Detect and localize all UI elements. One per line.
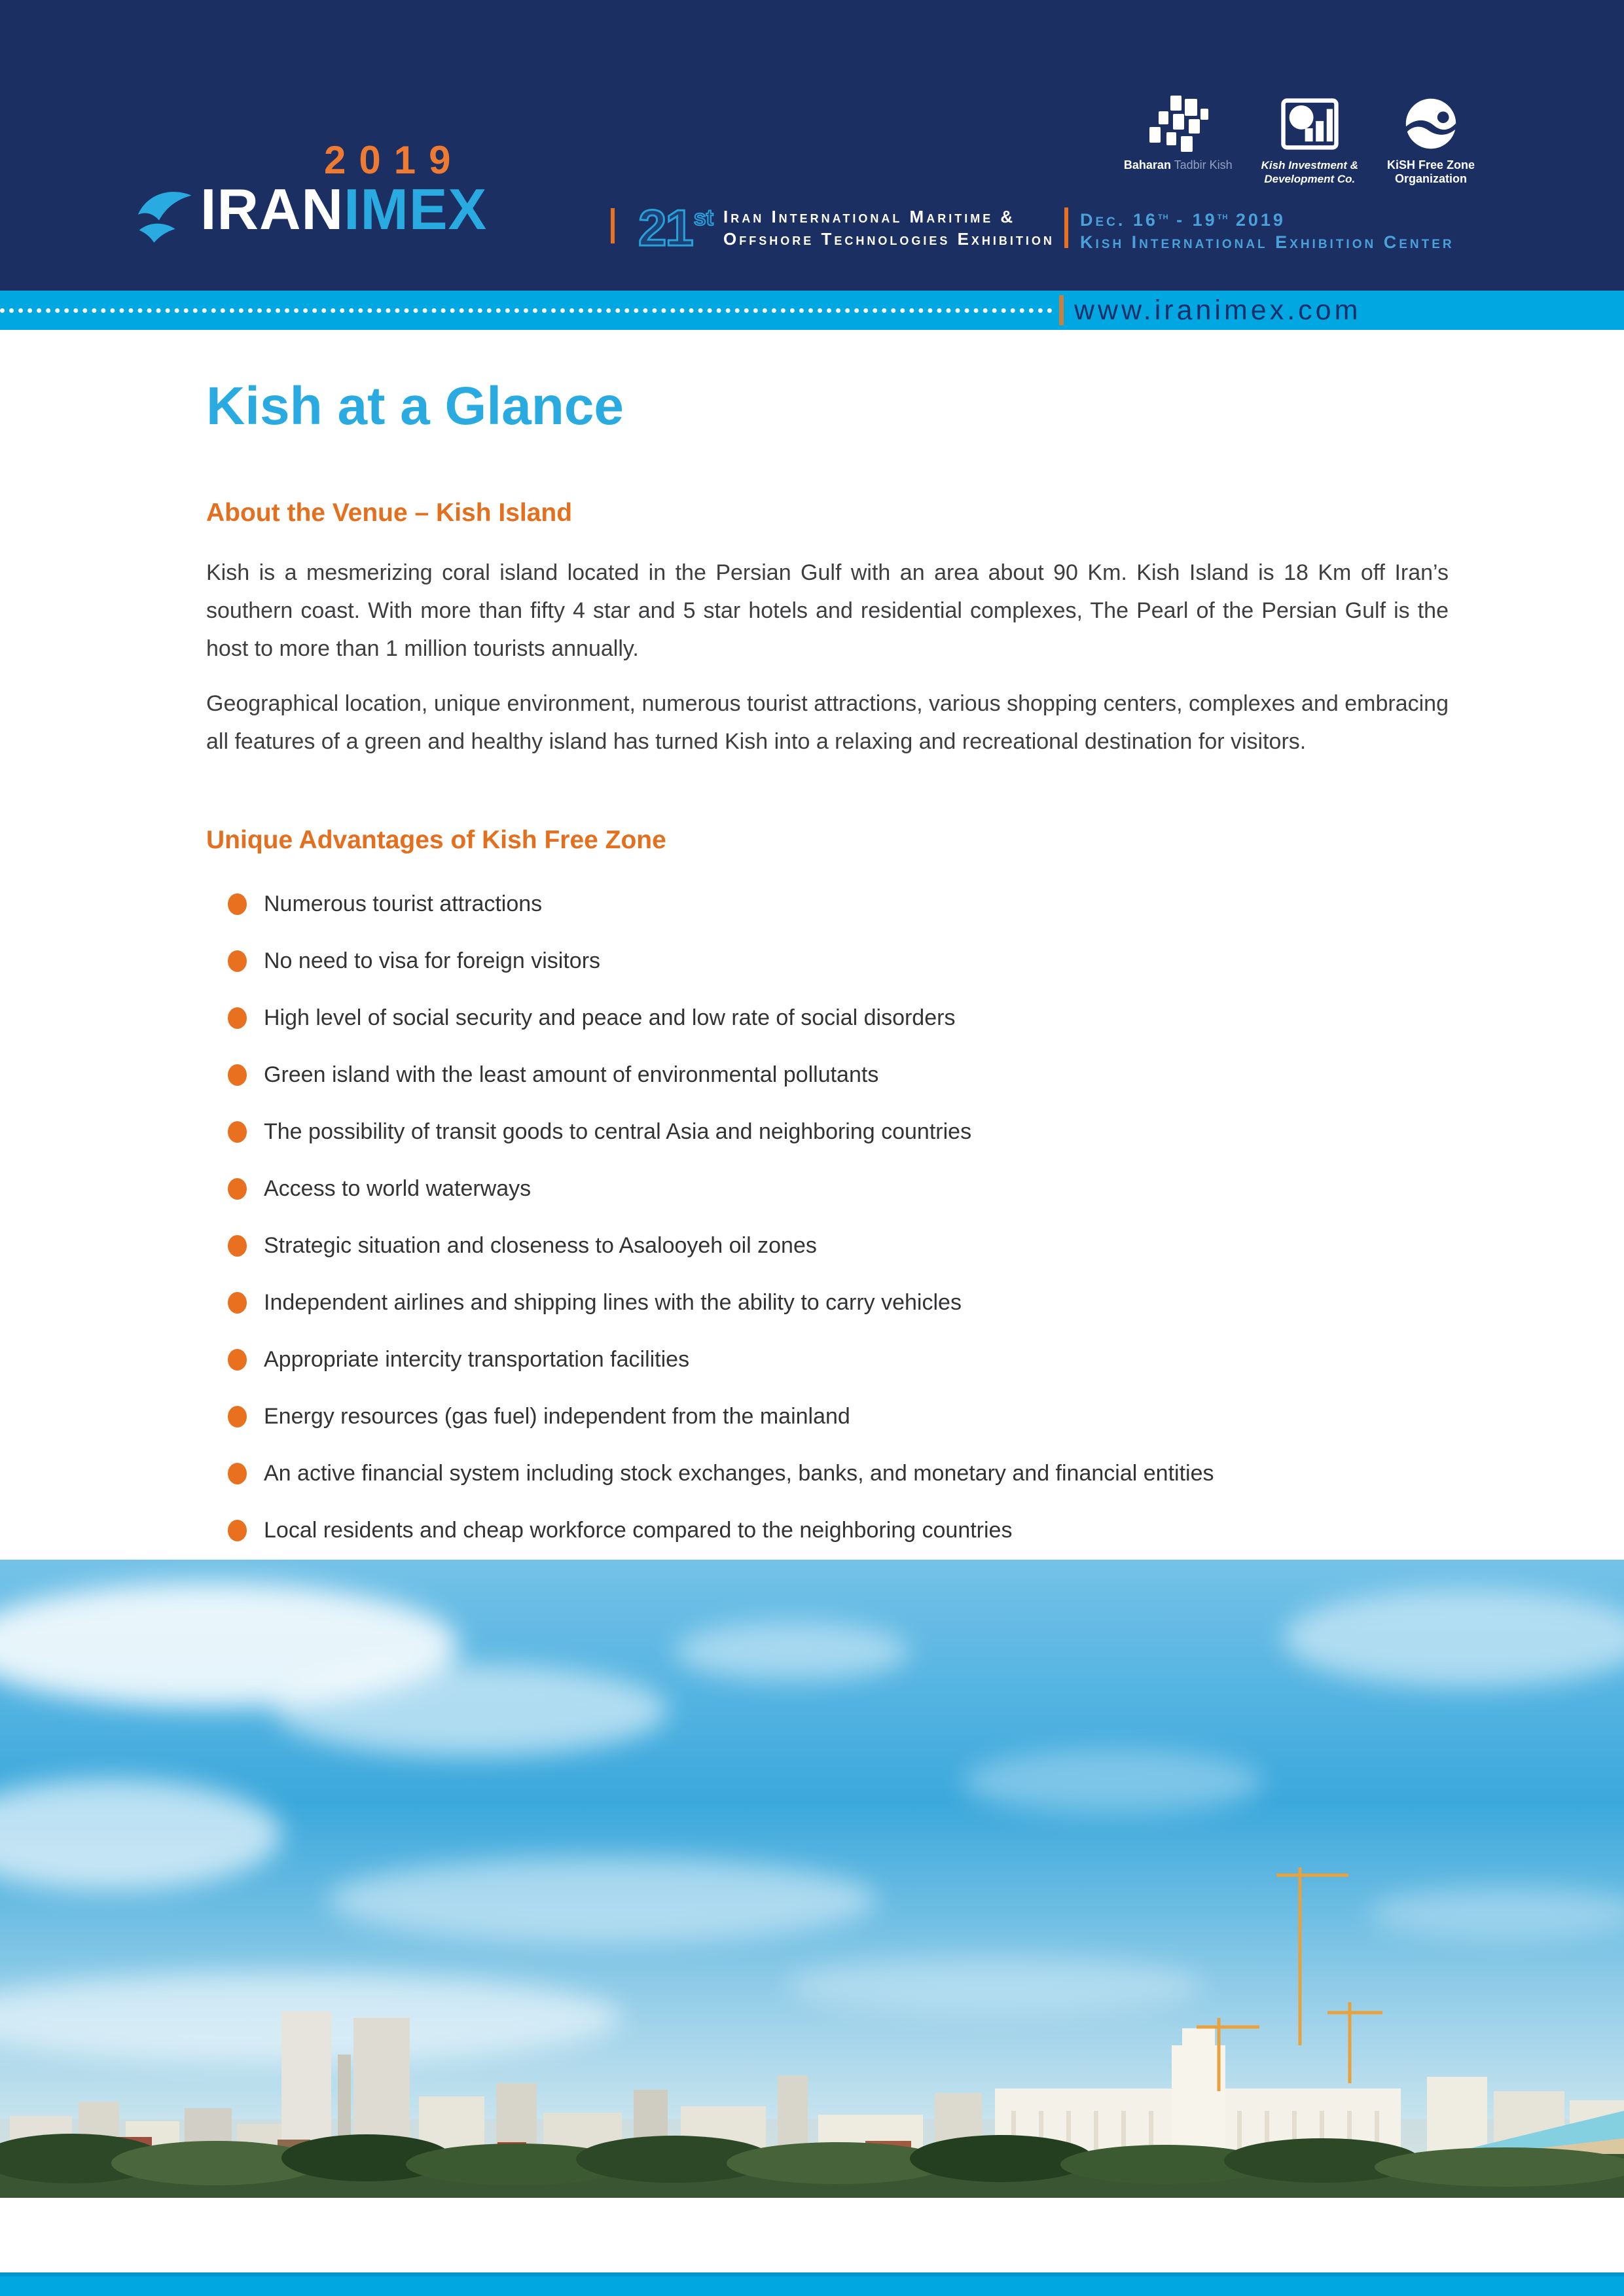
edition-suffix: st [693,206,713,230]
bullet-icon [228,1178,247,1200]
edition-block [611,199,713,257]
exhibition-title-line1: Iran International Maritime & [723,207,1016,226]
bullet-icon [228,893,247,915]
logo-wordmark [200,177,488,242]
advantage-item: No need to visa for foreign visitors [206,948,1449,974]
advantage-item: Green island with the least amount of environmental pollutants [206,1062,1449,1088]
iranimex-logo [134,138,488,245]
advantage-item: Numerous tourist attractions [206,891,1449,917]
sponsor-kish-free-zone [1387,96,1475,186]
exhibition-venue: Kish International Exhibition Center [1080,232,1454,252]
logo-text-iran: IRAN [200,177,344,242]
exhibition-dates: Dec. 16th - 19th 2019 [1080,210,1286,230]
sponsor-logos [1124,96,1475,186]
advantage-item: High level of social security and peace and low rate of social disorders [206,1005,1449,1031]
advantage-item: Access to world waterways [206,1176,1449,1202]
section-heading-advantages: Unique Advantages of Kish Free Zone [206,826,666,854]
advantage-item: Appropriate intercity transportation facilities [206,1347,1449,1372]
baharan-caption: Baharan Tadbir Kish [1123,158,1233,171]
advantages-list [206,891,1449,1543]
advantage-item: Local residents and cheap workforce compared to the neighboring countries [206,1518,1449,1543]
kish-free-zone-globe-icon [1405,96,1457,152]
bullet-icon [228,1406,247,1427]
separator-bar-icon [611,208,615,243]
advantage-item: Independent airlines and shipping lines with the ability to carry vehicles [206,1290,1449,1316]
kish-investment-chart-icon [1280,96,1340,152]
advantage-item: Strategic situation and closeness to Asalooyeh oil zones [206,1233,1449,1259]
logo-year: 2019 [324,138,464,182]
website-link[interactable]: www.iranimex.com [1074,294,1362,326]
bullet-icon [228,1064,247,1086]
sponsor-baharan [1124,96,1233,172]
bullet-icon [228,1007,247,1029]
separator-bar-icon [1059,295,1064,325]
logo-text-imex: IMEX [344,177,488,242]
website-bar [0,291,1624,330]
date-venue-block [1064,206,1454,253]
paragraph-venue-2: Geographical location, unique environment, numerous tourist attractions, various shopping centers, complexes and embracing all features of a green and healthy island has turned Kish into a relaxing and recreational destination for visitors. [206,691,1449,754]
baharan-mosaic-icon [1146,96,1211,152]
bullet-icon [228,950,247,972]
wave-icon [134,185,196,245]
main-content [0,330,1624,1560]
exhibition-title [723,206,1055,249]
kish-free-zone-caption: KiSH Free Zone Organization [1386,158,1475,185]
bullet-icon [228,1349,247,1371]
advantage-item: The possibility of transit goods to central Asia and neighboring countries [206,1119,1449,1145]
dotted-line-icon [0,308,1053,313]
separator-bar-icon [1064,207,1068,248]
bullet-icon [228,1121,247,1143]
exhibition-title-line2: Offshore Technologies Exhibition [723,229,1055,249]
bullet-icon [228,1520,247,1541]
kish-island-photo [0,1560,1624,2198]
advantage-item: An active financial system including stock exchanges, banks, and monetary and financial entities [206,1461,1449,1486]
footer-bar [0,2272,1624,2296]
section-heading-about-venue: About the Venue – Kish Island [206,499,573,527]
bullet-icon [228,1463,247,1484]
advantage-item: Energy resources (gas fuel) independent from the mainland [206,1404,1449,1429]
page-header [0,0,1624,291]
paragraph-venue-1: Kish is a mesmerizing coral island located in the Persian Gulf with an area about 90 Km. Kish Island is 18 Km off Iran’s southern coast. With more than fifty 4 star and 5 star hotels and residential complexes, The Pearl of the Persian Gulf is the host to more than 1 million tourists annually. [206,560,1449,661]
edition-number: 21 [638,199,693,257]
page-title: Kish at a Glance [206,376,624,436]
bullet-icon [228,1235,247,1257]
bullet-icon [228,1292,247,1314]
kish-investment-caption: Kish Investment & Development Co. [1261,159,1358,185]
sponsor-kish-investment [1261,96,1358,186]
